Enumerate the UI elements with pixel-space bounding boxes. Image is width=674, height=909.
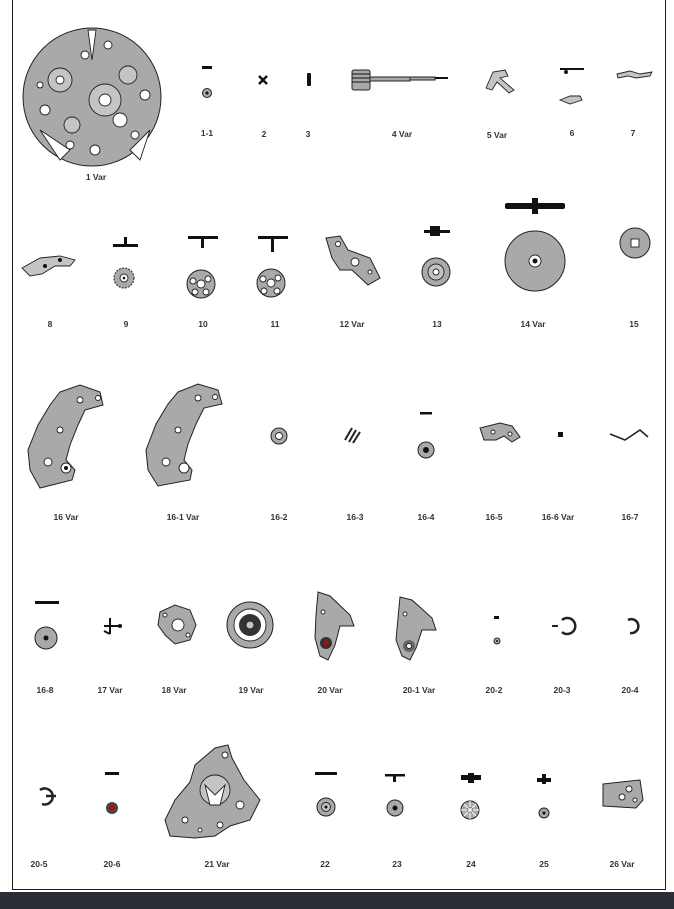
label-20: 20 Var [317, 685, 343, 695]
part-20-5-clip[interactable] [40, 788, 56, 804]
part-1-main-plate[interactable] [23, 28, 161, 166]
part-6[interactable] [560, 69, 584, 104]
part-16-2[interactable] [271, 428, 287, 444]
part-20-lever[interactable] [315, 592, 354, 660]
label-16-1: 16-1 Var [166, 512, 200, 522]
label-25: 25 [539, 859, 549, 869]
part-21-bridge[interactable] [165, 745, 260, 838]
part-1-1[interactable] [202, 66, 212, 98]
part-18[interactable] [158, 605, 196, 644]
label-16-7: 16-7 [621, 512, 639, 522]
part-20-3-clip[interactable] [552, 618, 575, 634]
label-17: 17 Var [97, 685, 123, 695]
label-1-1: 1-1 [200, 128, 214, 138]
part-5-setting-lever[interactable] [486, 70, 514, 93]
part-23-wheel[interactable] [385, 774, 405, 816]
label-16: 16 Var [53, 512, 79, 522]
part-16-8[interactable] [35, 601, 59, 649]
label-22: 22 [320, 859, 330, 869]
label-23: 23 [392, 859, 402, 869]
label-3: 3 [305, 129, 311, 139]
label-18: 18 Var [161, 685, 187, 695]
label-2: 2 [261, 129, 267, 139]
label-21: 21 Var [204, 859, 230, 869]
part-25-wheel[interactable] [537, 774, 551, 818]
label-20-3: 20-3 [553, 685, 571, 695]
part-10-wheel[interactable] [187, 236, 218, 298]
label-16-4: 16-4 [417, 512, 435, 522]
label-1: 1 Var [85, 172, 107, 182]
part-14-balance[interactable] [505, 198, 565, 291]
label-16-2: 16-2 [270, 512, 288, 522]
label-16-3: 16-3 [346, 512, 364, 522]
label-24: 24 [466, 859, 476, 869]
part-11-wheel[interactable] [257, 236, 288, 297]
label-13: 13 [432, 319, 442, 329]
part-20-6[interactable] [105, 772, 119, 814]
part-7[interactable] [617, 71, 652, 78]
part-16-5[interactable] [480, 423, 520, 442]
label-20-4: 20-4 [621, 685, 639, 695]
label-4: 4 Var [391, 129, 413, 139]
part-16-4[interactable] [418, 412, 434, 458]
part-4-winding-stem[interactable] [352, 70, 448, 90]
label-20-5: 20-5 [30, 859, 48, 869]
part-8-spring[interactable] [22, 256, 75, 276]
label-20-1: 20-1 Var [402, 685, 436, 695]
label-5: 5 Var [486, 130, 508, 140]
part-19-barrel[interactable] [227, 602, 273, 648]
label-16-6: 16-6 Var [541, 512, 575, 522]
label-16-8: 16-8 [36, 685, 54, 695]
part-16-7-spring[interactable] [610, 430, 648, 440]
part-24-wheel[interactable] [461, 773, 481, 819]
label-20-6: 20-6 [103, 859, 121, 869]
part-9-wheel[interactable] [113, 237, 138, 288]
label-6: 6 [569, 128, 575, 138]
part-16-1-rotor[interactable] [146, 384, 222, 486]
label-26: 26 Var [609, 859, 635, 869]
part-16-3[interactable] [345, 428, 360, 443]
label-16-5: 16-5 [485, 512, 503, 522]
part-20-4-clip[interactable] [628, 619, 638, 633]
footer-bar [0, 892, 674, 909]
label-12: 12 Var [339, 319, 365, 329]
part-3[interactable] [307, 73, 311, 86]
part-12-bridge[interactable] [326, 236, 380, 285]
part-20-2[interactable] [494, 616, 500, 644]
part-13-wheel[interactable] [422, 226, 450, 286]
label-7: 7 [630, 128, 636, 138]
label-8: 8 [47, 319, 53, 329]
part-16-rotor[interactable] [28, 385, 103, 488]
label-20-2: 20-2 [485, 685, 503, 695]
label-15: 15 [629, 319, 639, 329]
part-17[interactable] [104, 618, 122, 634]
part-2[interactable] [259, 76, 267, 84]
part-16-6[interactable] [558, 432, 563, 437]
part-20-1-lever[interactable] [396, 597, 436, 660]
part-22-wheel[interactable] [315, 772, 337, 816]
part-15[interactable] [620, 228, 650, 258]
part-26-plate[interactable] [603, 780, 643, 808]
label-11: 11 [270, 319, 280, 329]
label-19: 19 Var [238, 685, 264, 695]
label-9: 9 [123, 319, 129, 329]
label-10: 10 [198, 319, 208, 329]
label-14: 14 Var [520, 319, 546, 329]
